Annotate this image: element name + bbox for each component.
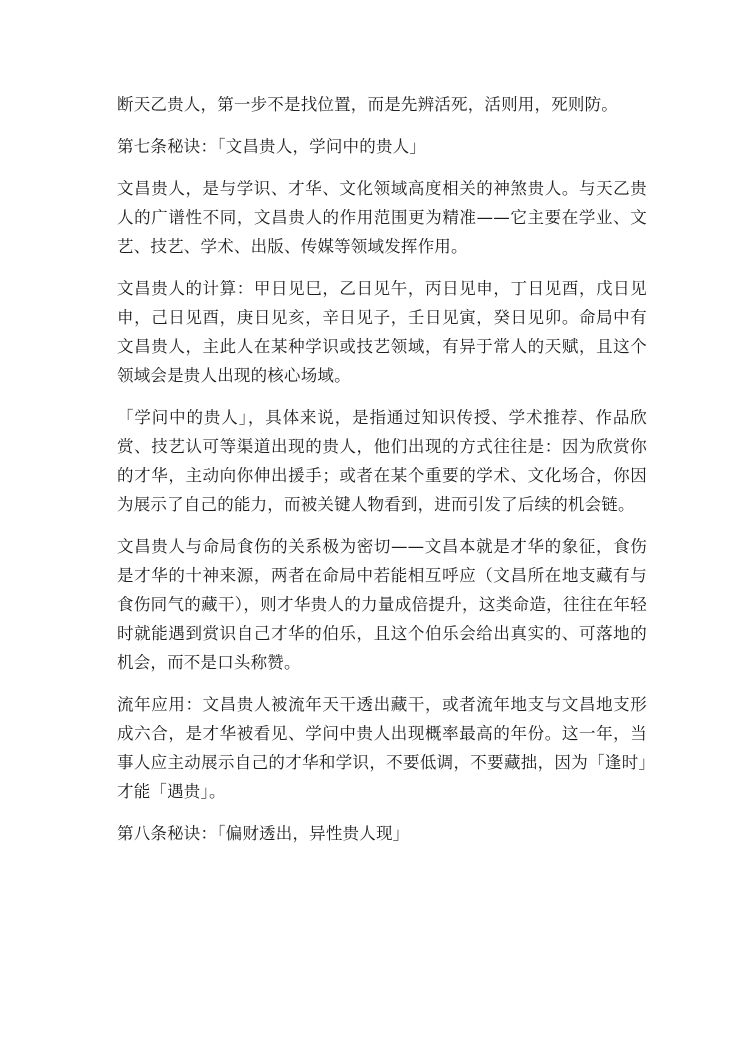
paragraph-wenchang-calculation: 文昌贵人的计算：甲日见巳，乙日见午，丙日见申，丁日见酉，戊日见申，己日见酉，庚日见亥，辛日见子，壬日见寅，癸日见卯。命局中有文昌贵人，主此人在某种学识或技艺领域，有异于常人的天赋，且这个领域会是贵人出现的核心场域。: [117, 279, 647, 385]
paragraph-scholarly-benefactor: 「学问中的贵人」，具体来说，是指通过知识传授、学术推荐、作品欣赏、技艺认可等渠道出现的贵人，他们出现的方式往往是：因为欣赏你的才华，主动向你伸出援手；或者在某个重要的学术、文化场合，你因为展示了自己的能力，而被关键人物看到，进而引发了后续的机会链。: [117, 408, 647, 514]
document-body: [117, 90, 647, 861]
section-heading-7: 第七条秘诀：「文昌贵人，学问中的贵人」: [117, 137, 427, 156]
section-heading-8: 第八条秘诀：「偏财透出，异性贵人现」: [117, 824, 410, 843]
paragraph-wenchang-shishang: 文昌贵人与命局食伤的关系极为密切——文昌本就是才华的象征，食伤是才华的十神来源，两者在命局中若能相互呼应（文昌所在地支藏有与食伤同气的藏干），则才华贵人的力量成倍提升，这类命造，往往在年轻时就能遇到赏识自己才华的伯乐，且这个伯乐会给出真实的、可落地的机会，而不是口头称赞。: [117, 537, 647, 672]
paragraph-annual-application: 流年应用：文昌贵人被流年天干透出藏干，或者流年地支与文昌地支形成六合，是才华被看见、学问中贵人出现概率最高的年份。这一年，当事人应主动展示自己的才华和学识，不要低调，不要藏拙，因为「逢时」才能「遇贵」。: [117, 695, 647, 801]
paragraph-wenchang-intro: 文昌贵人，是与学识、才华、文化领域高度相关的神煞贵人。与天乙贵人的广谱性不同，文昌贵人的作用范围更为精准——它主要在学业、文艺、技艺、学术、出版、传媒等领域发挥作用。: [117, 179, 647, 256]
paragraph-tianyi-conclusion: 断天乙贵人，第一步不是找位置，而是先辨活死，活则用，死则防。: [117, 95, 618, 114]
